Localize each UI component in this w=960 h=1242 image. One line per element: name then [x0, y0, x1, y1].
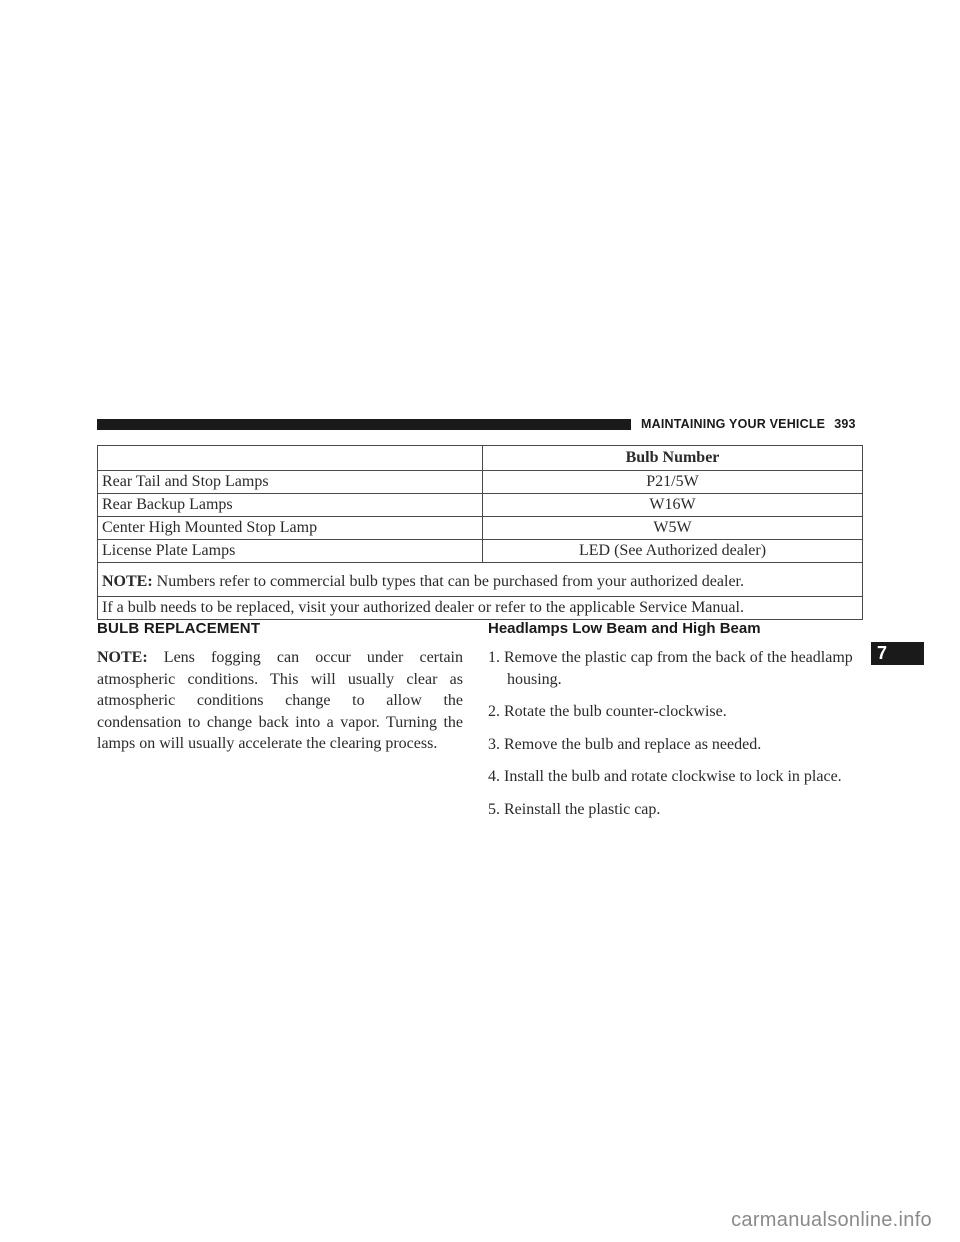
- table-row: [98, 494, 863, 517]
- table-header-bulb-number: Bulb Number: [483, 446, 863, 471]
- list-item: 3. Remove the bulb and replace as needed.: [488, 735, 762, 753]
- lamp-name-cell: Rear Backup Lamps: [98, 494, 483, 517]
- watermark: carmanualsonline.info: [731, 1209, 932, 1231]
- table-header-row: [98, 446, 863, 471]
- list-item: 2. Rotate the bulb counter-clockwise.: [488, 703, 727, 720]
- note-text: Lens fogging can occur under certain atmospheric conditions. This will usually clear as atmospheric conditions change to allow the condensation to change back into a vapor. Turning the lamps on will usually accelerate the clearing process.: [97, 649, 463, 752]
- bulb-number-cell: W16W: [483, 494, 863, 517]
- bulb-replacement-note: [97, 647, 463, 755]
- bulb-replacement-title: BULB REPLACEMENT: [97, 620, 261, 637]
- table-row: [98, 540, 863, 563]
- note-label: NOTE:: [97, 649, 148, 666]
- bulb-number-cell: W5W: [483, 517, 863, 540]
- lamp-name-cell: Center High Mounted Stop Lamp: [98, 517, 483, 540]
- list-item: 1. Remove the plastic cap from the back of the headlamp housing.: [488, 649, 853, 688]
- lamp-name-cell: License Plate Lamps: [98, 540, 483, 563]
- table-row: [98, 517, 863, 540]
- table-note-text: Numbers refer to commercial bulb types that can be purchased from your authorized dealer.: [152, 572, 744, 590]
- table-header-blank: [98, 446, 483, 471]
- chapter-tab: 7: [871, 642, 924, 665]
- headlamps-title: Headlamps Low Beam and High Beam: [488, 620, 761, 637]
- page-number: 393: [834, 417, 856, 431]
- bulb-number-cell: P21/5W: [483, 471, 863, 494]
- table-info-row: [98, 597, 863, 620]
- list-item: 5. Reinstall the plastic cap.: [488, 800, 661, 818]
- table-row: [98, 471, 863, 494]
- table-note-cell: [98, 563, 863, 597]
- bulb-number-cell: LED (See Authorized dealer): [483, 540, 863, 563]
- table-info-cell: If a bulb needs to be replaced, visit your authorized dealer or refer to the applicable Service Manual.: [98, 597, 863, 620]
- list-item: 4. Install the bulb and rotate clockwise to lock in place.: [488, 768, 842, 785]
- header-rule: [97, 419, 631, 430]
- bulb-table: [97, 445, 863, 620]
- running-header: [641, 417, 856, 431]
- section-title: MAINTAINING YOUR VEHICLE: [641, 417, 826, 431]
- table-note-row: [98, 563, 863, 597]
- lamp-name-cell: Rear Tail and Stop Lamps: [98, 471, 483, 494]
- table-note-label: NOTE:: [102, 572, 153, 590]
- headlamp-steps: [488, 647, 864, 831]
